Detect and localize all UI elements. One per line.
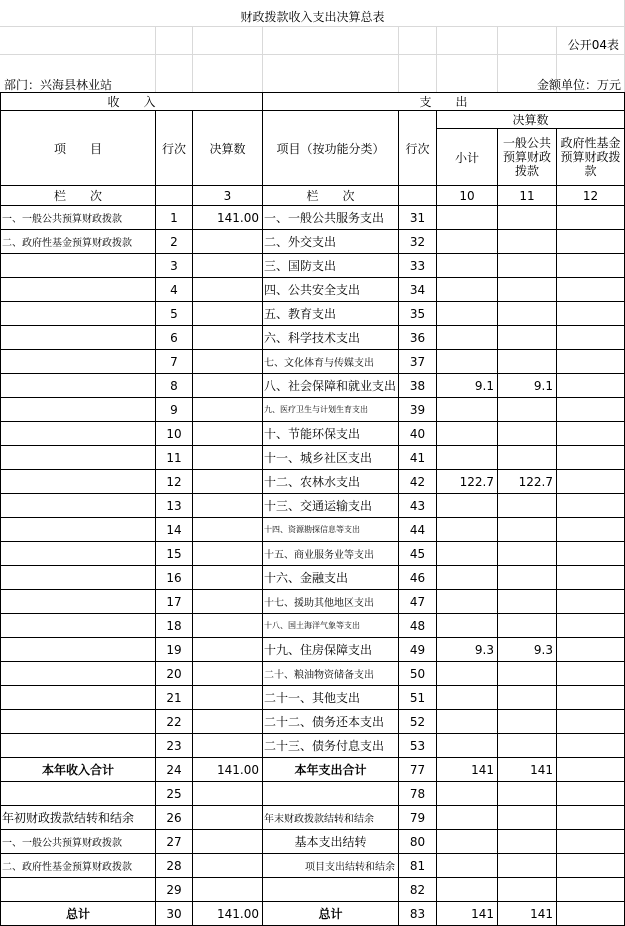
table-row (1, 614, 625, 638)
expense-row-no-cell: 35 (399, 302, 437, 326)
general-budget-cell (498, 590, 557, 614)
expense-row-no-cell: 49 (399, 638, 437, 662)
expense-item-cell: 二、外交支出 (263, 230, 399, 254)
general-budget-cell (498, 302, 557, 326)
subtotal-cell (437, 446, 498, 470)
general-budget-cell (498, 806, 557, 830)
income-item-cell (1, 878, 156, 902)
income-row-no-cell: 28 (156, 854, 193, 878)
general-budget-cell (498, 230, 557, 254)
income-item-cell: 总计 (1, 902, 156, 926)
income-lanci-empty (156, 186, 193, 206)
subtotal-cell (437, 230, 498, 254)
table-row (1, 662, 625, 686)
income-amount-cell (193, 374, 263, 398)
expense-row-no-cell: 32 (399, 230, 437, 254)
gov-fund-cell (557, 326, 625, 350)
expense-item-cell: 九、医疗卫生与计划生育支出 (263, 398, 399, 422)
expense-row-no-cell: 37 (399, 350, 437, 374)
expense-lanci-empty (399, 186, 437, 206)
income-item-cell (1, 470, 156, 494)
income-amount-cell: 141.00 (193, 758, 263, 782)
income-amount-cell: 141.00 (193, 206, 263, 230)
general-budget-cell (498, 566, 557, 590)
gov-fund-cell (557, 446, 625, 470)
income-amount-cell (193, 518, 263, 542)
income-amount-cell (193, 254, 263, 278)
gov-fund-cell (557, 302, 625, 326)
income-amount-cell (193, 734, 263, 758)
expense-item-cell (263, 782, 399, 806)
expense-item-cell: 十六、金融支出 (263, 566, 399, 590)
general-budget-cell (498, 278, 557, 302)
general-budget-cell (498, 422, 557, 446)
subtotal-cell (437, 830, 498, 854)
expense-row-no-cell: 33 (399, 254, 437, 278)
subtotal-cell (437, 422, 498, 446)
income-row-no-cell: 23 (156, 734, 193, 758)
income-row-no-cell: 13 (156, 494, 193, 518)
table-row (1, 326, 625, 350)
general-budget-cell (498, 398, 557, 422)
expense-row-no-cell: 80 (399, 830, 437, 854)
expense-row-no-cell: 52 (399, 710, 437, 734)
income-row-no-cell: 20 (156, 662, 193, 686)
income-amount-cell (193, 278, 263, 302)
subtotal-cell (437, 806, 498, 830)
subtotal-cell (437, 782, 498, 806)
col-number-12: 12 (557, 186, 625, 206)
income-row-no-header: 行次 (156, 111, 193, 186)
subtotal-cell (437, 614, 498, 638)
subtotal-cell (437, 494, 498, 518)
general-budget-cell (498, 734, 557, 758)
income-item-cell: 一、一般公共预算财政拨款 (1, 830, 156, 854)
expense-item-cell: 年末财政拨款结转和结余 (263, 806, 399, 830)
gov-fund-cell (557, 710, 625, 734)
gov-fund-cell (557, 470, 625, 494)
income-amount-cell (193, 446, 263, 470)
expense-item-cell: 二十二、债务还本支出 (263, 710, 399, 734)
gov-fund-cell (557, 230, 625, 254)
income-item-cell (1, 710, 156, 734)
general-budget-cell (498, 878, 557, 902)
expense-row-no-cell: 78 (399, 782, 437, 806)
expense-item-cell: 十、节能环保支出 (263, 422, 399, 446)
income-row-no-cell: 25 (156, 782, 193, 806)
table-row (1, 734, 625, 758)
expense-row-no-cell: 53 (399, 734, 437, 758)
gov-fund-cell (557, 758, 625, 782)
expense-item-cell: 十三、交通运输支出 (263, 494, 399, 518)
subtotal-cell (437, 518, 498, 542)
subtotal-cell: 9.1 (437, 374, 498, 398)
income-amount-cell (193, 782, 263, 806)
expense-item-cell: 本年支出合计 (263, 758, 399, 782)
income-row-no-cell: 16 (156, 566, 193, 590)
income-row-no-cell: 19 (156, 638, 193, 662)
subtotal-cell (437, 254, 498, 278)
income-amount-cell (193, 878, 263, 902)
income-item-cell (1, 494, 156, 518)
income-row-no-cell: 22 (156, 710, 193, 734)
income-item-cell (1, 542, 156, 566)
gov-fund-cell (557, 806, 625, 830)
income-item-header: 项 目 (1, 111, 156, 186)
income-row-no-cell: 9 (156, 398, 193, 422)
expense-row-no-cell: 48 (399, 614, 437, 638)
income-item-cell (1, 518, 156, 542)
income-row-no-cell: 30 (156, 902, 193, 926)
expense-item-cell: 基本支出结转 (263, 830, 399, 854)
subtotal-cell (437, 302, 498, 326)
income-amount-cell: 141.00 (193, 902, 263, 926)
expense-row-no-cell: 79 (399, 806, 437, 830)
department-label: 部门：兴海县林业站 (4, 78, 113, 92)
income-amount-cell (193, 566, 263, 590)
income-row-no-cell: 26 (156, 806, 193, 830)
general-budget-cell (498, 206, 557, 230)
table-row (1, 350, 625, 374)
expense-item-cell (263, 878, 399, 902)
gov-fund-cell (557, 398, 625, 422)
income-group-header: 收 入 (1, 93, 263, 111)
income-amount-cell (193, 326, 263, 350)
expense-row-no-cell: 81 (399, 854, 437, 878)
income-item-cell (1, 614, 156, 638)
income-item-cell (1, 734, 156, 758)
subtotal-cell (437, 734, 498, 758)
table-row (1, 230, 625, 254)
table-row (1, 422, 625, 446)
table-row (1, 374, 625, 398)
income-item-cell (1, 302, 156, 326)
general-budget-cell (498, 350, 557, 374)
table-row (1, 254, 625, 278)
general-budget-cell (498, 446, 557, 470)
expense-row-no-cell: 38 (399, 374, 437, 398)
general-budget-cell: 141 (498, 902, 557, 926)
income-amount-header: 决算数 (193, 111, 263, 186)
table-row (1, 758, 625, 782)
income-row-no-cell: 14 (156, 518, 193, 542)
income-amount-cell (193, 710, 263, 734)
income-amount-cell (193, 614, 263, 638)
expense-item-cell: 七、文化体育与传媒支出 (263, 350, 399, 374)
gov-fund-cell (557, 206, 625, 230)
expense-item-cell: 六、科学技术支出 (263, 326, 399, 350)
subtotal-cell: 141 (437, 758, 498, 782)
income-amount-cell (193, 422, 263, 446)
subtotal-cell: 122.7 (437, 470, 498, 494)
gov-fund-cell (557, 374, 625, 398)
income-row-no-cell: 4 (156, 278, 193, 302)
general-budget-cell (498, 518, 557, 542)
subtotal-cell: 9.3 (437, 638, 498, 662)
table-row (1, 278, 625, 302)
table-row (1, 590, 625, 614)
table-row (1, 830, 625, 854)
expense-row-no-cell: 42 (399, 470, 437, 494)
expense-row-no-cell: 34 (399, 278, 437, 302)
subtotal-cell (437, 542, 498, 566)
final-amount-group-header: 决算数 (437, 111, 625, 129)
income-amount-cell (193, 302, 263, 326)
table-row (1, 206, 625, 230)
gov-fund-cell (557, 614, 625, 638)
table-row (1, 398, 625, 422)
subtotal-cell (437, 854, 498, 878)
income-amount-cell (193, 230, 263, 254)
table-row (1, 878, 625, 902)
expense-item-header: 项目（按功能分类） (263, 111, 399, 186)
expense-lanci-label: 栏 次 (263, 186, 399, 206)
expense-row-no-cell: 46 (399, 566, 437, 590)
income-row-no-cell: 1 (156, 206, 193, 230)
income-amount-cell (193, 494, 263, 518)
income-amount-cell (193, 686, 263, 710)
gov-fund-cell (557, 254, 625, 278)
expense-item-cell: 八、社会保障和就业支出 (263, 374, 399, 398)
table-row (1, 686, 625, 710)
general-budget-cell: 9.1 (498, 374, 557, 398)
expense-item-cell: 二十、粮油物资储备支出 (263, 662, 399, 686)
expense-row-no-header: 行次 (399, 111, 437, 186)
gov-fund-cell (557, 686, 625, 710)
income-row-no-cell: 12 (156, 470, 193, 494)
expense-item-cell: 十八、国土海洋气象等支出 (263, 614, 399, 638)
gov-fund-cell (557, 566, 625, 590)
general-budget-cell: 141 (498, 758, 557, 782)
income-item-cell (1, 326, 156, 350)
expense-row-no-cell: 41 (399, 446, 437, 470)
income-row-no-cell: 21 (156, 686, 193, 710)
expense-item-cell: 十七、援助其他地区支出 (263, 590, 399, 614)
gov-fund-cell (557, 278, 625, 302)
subtotal-cell (437, 878, 498, 902)
income-amount-cell (193, 350, 263, 374)
income-row-no-cell: 29 (156, 878, 193, 902)
income-amount-cell (193, 638, 263, 662)
gov-fund-cell (557, 494, 625, 518)
general-budget-cell (498, 830, 557, 854)
amount-unit-label: 金额单位：万元 (536, 78, 621, 92)
expense-row-no-cell: 47 (399, 590, 437, 614)
income-item-cell (1, 662, 156, 686)
income-item-cell: 本年收入合计 (1, 758, 156, 782)
expense-row-no-cell: 83 (399, 902, 437, 926)
subtotal-cell (437, 710, 498, 734)
report-title: 财政拨款收入支出决算总表 (240, 10, 385, 24)
general-budget-cell (498, 686, 557, 710)
income-row-no-cell: 27 (156, 830, 193, 854)
income-row-no-cell: 18 (156, 614, 193, 638)
gov-fund-cell (557, 878, 625, 902)
table-row (1, 638, 625, 662)
subtotal-cell (437, 662, 498, 686)
table-row (1, 854, 625, 878)
income-item-cell (1, 590, 156, 614)
general-budget-cell (498, 710, 557, 734)
expense-item-cell: 四、公共安全支出 (263, 278, 399, 302)
expense-item-cell: 一、一般公共服务支出 (263, 206, 399, 230)
gov-fund-cell (557, 734, 625, 758)
income-item-cell: 二、政府性基金预算财政拨款 (1, 854, 156, 878)
subtotal-cell (437, 398, 498, 422)
gov-fund-cell (557, 662, 625, 686)
subtotal-cell: 141 (437, 902, 498, 926)
general-budget-cell (498, 614, 557, 638)
expense-row-no-cell: 36 (399, 326, 437, 350)
income-amount-cell (193, 662, 263, 686)
income-row-no-cell: 3 (156, 254, 193, 278)
expense-row-no-cell: 45 (399, 542, 437, 566)
income-row-no-cell: 24 (156, 758, 193, 782)
expense-row-no-cell: 51 (399, 686, 437, 710)
table-row (1, 302, 625, 326)
income-row-no-cell: 2 (156, 230, 193, 254)
expense-item-cell: 十九、住房保障支出 (263, 638, 399, 662)
subtotal-cell (437, 206, 498, 230)
income-item-cell: 二、政府性基金预算财政拨款 (1, 230, 156, 254)
income-item-cell (1, 422, 156, 446)
gov-fund-cell (557, 422, 625, 446)
income-amount-cell (193, 470, 263, 494)
col-number-3: 3 (193, 186, 263, 206)
subtotal-cell (437, 566, 498, 590)
expense-row-no-cell: 77 (399, 758, 437, 782)
general-budget-cell: 122.7 (498, 470, 557, 494)
table-row (1, 782, 625, 806)
gov-fund-cell (557, 830, 625, 854)
col-number-10: 10 (437, 186, 498, 206)
expense-row-no-cell: 39 (399, 398, 437, 422)
income-amount-cell (193, 830, 263, 854)
income-lanci-label: 栏 次 (1, 186, 156, 206)
income-amount-cell (193, 398, 263, 422)
income-item-cell: 一、一般公共预算财政拨款 (1, 206, 156, 230)
expense-item-cell: 二十三、债务付息支出 (263, 734, 399, 758)
general-budget-cell: 9.3 (498, 638, 557, 662)
general-budget-header: 一般公共预算财政拨款 (498, 129, 557, 186)
income-item-cell (1, 686, 156, 710)
income-item-cell (1, 278, 156, 302)
gov-fund-cell (557, 902, 625, 926)
income-item-cell: 年初财政拨款结转和结余 (1, 806, 156, 830)
gov-fund-cell (557, 542, 625, 566)
table-row (1, 446, 625, 470)
income-item-cell (1, 782, 156, 806)
subtotal-cell (437, 590, 498, 614)
income-item-cell (1, 638, 156, 662)
general-budget-cell (498, 662, 557, 686)
expense-row-no-cell: 82 (399, 878, 437, 902)
table-row (1, 902, 625, 926)
subtotal-cell (437, 278, 498, 302)
expense-row-no-cell: 31 (399, 206, 437, 230)
subtotal-cell (437, 326, 498, 350)
table-row (1, 518, 625, 542)
general-budget-cell (498, 326, 557, 350)
income-row-no-cell: 10 (156, 422, 193, 446)
table-row (1, 470, 625, 494)
subtotal-cell (437, 350, 498, 374)
table-row (1, 566, 625, 590)
table-row (1, 494, 625, 518)
general-budget-cell (498, 494, 557, 518)
finance-table (0, 92, 625, 926)
expense-item-cell: 十四、资源勘探信息等支出 (263, 518, 399, 542)
income-amount-cell (193, 854, 263, 878)
expense-row-no-cell: 40 (399, 422, 437, 446)
form-code: 公开04表 (567, 38, 619, 52)
general-budget-cell (498, 542, 557, 566)
gov-fund-header: 政府性基金预算财政拨款 (557, 129, 625, 186)
general-budget-cell (498, 854, 557, 878)
income-row-no-cell: 7 (156, 350, 193, 374)
expense-item-cell: 总计 (263, 902, 399, 926)
income-row-no-cell: 5 (156, 302, 193, 326)
col-number-11: 11 (498, 186, 557, 206)
income-item-cell (1, 254, 156, 278)
expense-item-cell: 项目支出结转和结余 (263, 854, 399, 878)
expense-item-cell: 十一、城乡社区支出 (263, 446, 399, 470)
expense-item-cell: 二十一、其他支出 (263, 686, 399, 710)
income-item-cell (1, 374, 156, 398)
expense-item-cell: 三、国防支出 (263, 254, 399, 278)
general-budget-cell (498, 254, 557, 278)
expense-row-no-cell: 50 (399, 662, 437, 686)
income-row-no-cell: 17 (156, 590, 193, 614)
expense-row-no-cell: 43 (399, 494, 437, 518)
expense-item-cell: 五、教育支出 (263, 302, 399, 326)
subtotal-header: 小计 (437, 129, 498, 186)
income-amount-cell (193, 542, 263, 566)
income-amount-cell (193, 806, 263, 830)
income-item-cell (1, 350, 156, 374)
gov-fund-cell (557, 854, 625, 878)
income-row-no-cell: 8 (156, 374, 193, 398)
gov-fund-cell (557, 782, 625, 806)
gov-fund-cell (557, 590, 625, 614)
gov-fund-cell (557, 350, 625, 374)
income-row-no-cell: 11 (156, 446, 193, 470)
income-item-cell (1, 566, 156, 590)
general-budget-cell (498, 782, 557, 806)
gov-fund-cell (557, 518, 625, 542)
expense-row-no-cell: 44 (399, 518, 437, 542)
income-item-cell (1, 446, 156, 470)
gov-fund-cell (557, 638, 625, 662)
expense-item-cell: 十二、农林水支出 (263, 470, 399, 494)
expense-group-header: 支 出 (263, 93, 625, 111)
table-row (1, 710, 625, 734)
table-row (1, 806, 625, 830)
income-row-no-cell: 15 (156, 542, 193, 566)
table-row (1, 542, 625, 566)
income-row-no-cell: 6 (156, 326, 193, 350)
subtotal-cell (437, 686, 498, 710)
income-item-cell (1, 398, 156, 422)
expense-item-cell: 十五、商业服务业等支出 (263, 542, 399, 566)
income-amount-cell (193, 590, 263, 614)
